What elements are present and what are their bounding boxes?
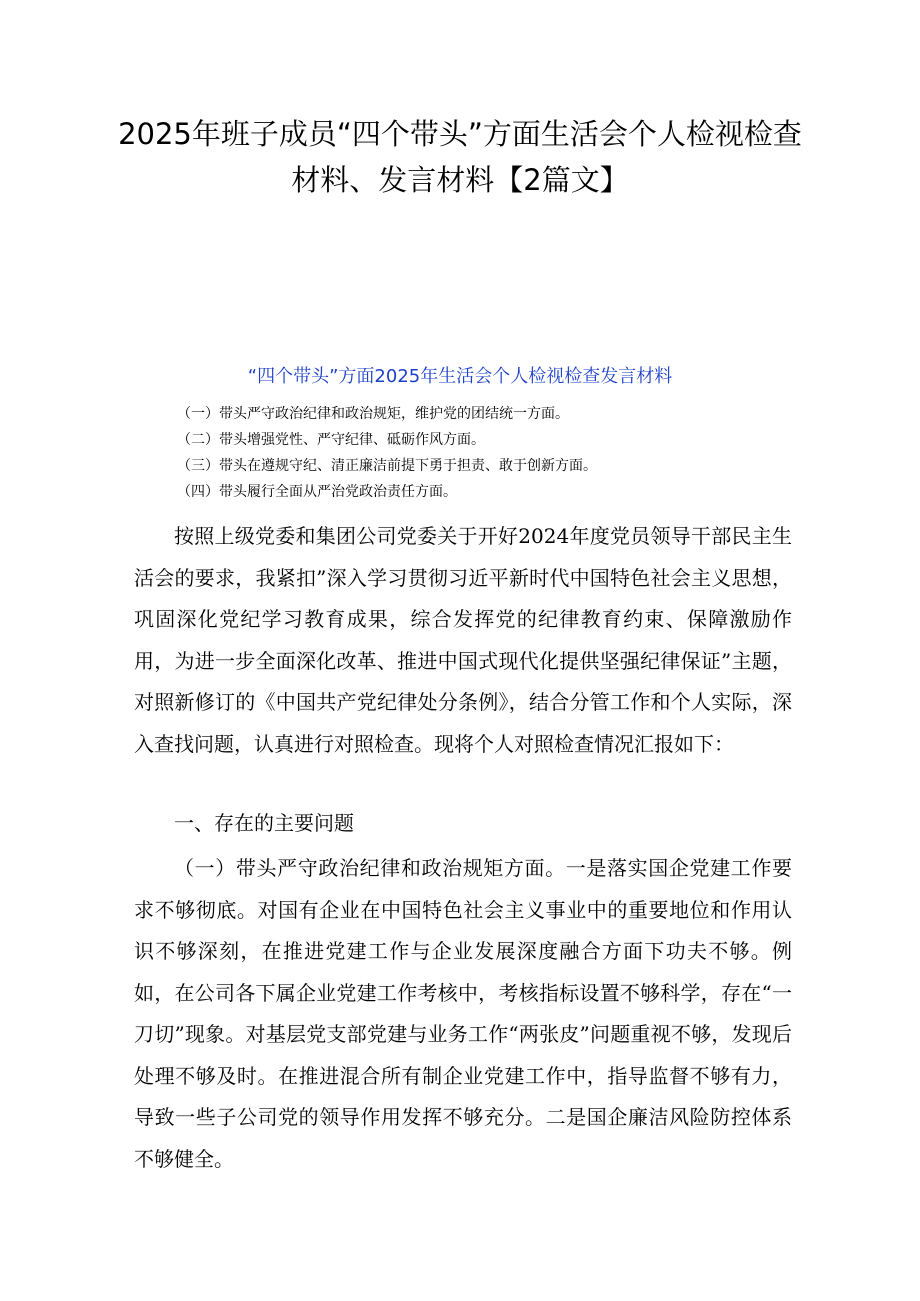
outline-item: （三）带头在遵规守纪、清正廉洁前提下勇于担责、敢于创新方面。 bbox=[177, 458, 597, 474]
section-heading: 一、存在的主要问题 bbox=[174, 811, 354, 835]
section-subtitle: “四个带头”方面2025年生活会个人检视检查发言材料 bbox=[247, 366, 673, 387]
outline-item: （一）带头严守政治纪律和政治规矩，维护党的团结统一方面。 bbox=[177, 406, 569, 422]
outline-list bbox=[177, 401, 597, 505]
outline-item: （四）带头履行全面从严治党政治责任方面。 bbox=[177, 484, 457, 500]
intro-paragraph: 按照上级党委和集团公司党委关于开好2024年度党员领导干部民主生活会的要求，我紧扣”深入学习贯彻习近平新时代中国特色社会主义思想，巩固深化党纪学习教育成果，综合发挥党的纪律教育约束、保障激励作用，为进一步全面深化改革、推进中国式现代化提供坚强纪律保证”主题，对照新修订的《中国共产党纪律处分条例》，结合分管工作和个人实际，深入查找问题，认真进行对照检查。现将个人对照检查情况汇报如下： bbox=[134, 524, 792, 756]
document-title-line2: 材料、发言材料【2篇文】 bbox=[291, 163, 629, 197]
body-paragraph: （一）带头严守政治纪律和政治规矩方面。一是落实国企党建工作要求不够彻底。对国有企业在中国特色社会主义事业中的重要地位和作用认识不够深刻，在推进党建工作与企业发展深度融合方面下功夫不够。例如，在公司各下属企业党建工作考核中，考核指标设置不够科学，存在“一刀切”现象。对基层党支部党建与业务工作“两张皮”问题重视不够，发现后处理不够及时。在推进混合所有制企业党建工作中，指导监督不够有力，导致一些子公司党的领导作用发挥不够充分。二是国企廉洁风险防控体系不够健全。 bbox=[134, 856, 792, 1171]
outline-item: （二）带头增强党性、严守纪律、砥砺作风方面。 bbox=[177, 432, 485, 448]
document-title-line1: 2025年班子成员“四个带头”方面生活会个人检视检查 bbox=[118, 117, 802, 151]
